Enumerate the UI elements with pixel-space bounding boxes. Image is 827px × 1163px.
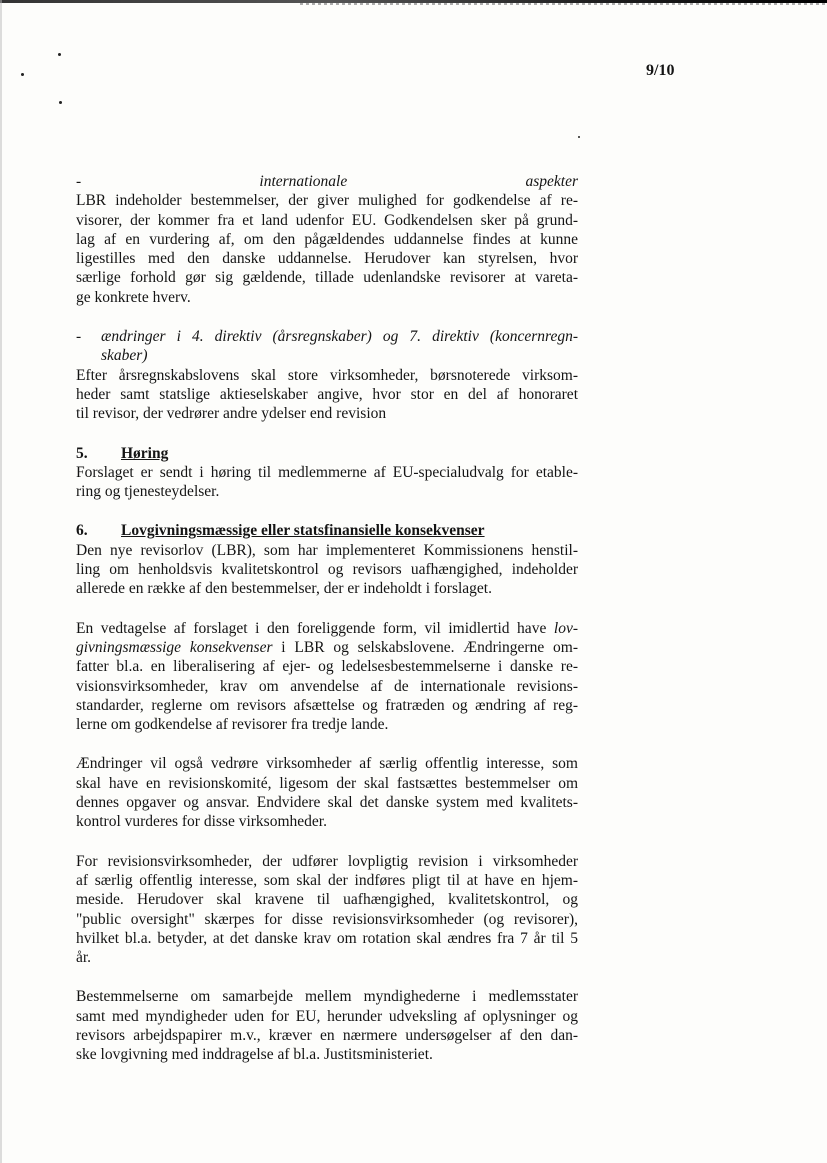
text-line: Efter årsregnskabslovens skal store virksomheder, børsnoterede virksom- [76,366,578,384]
text-line: "public oversight" skærpes for disse revisionsvirksomheder (og revisorer), [76,910,578,928]
paragraph-changes [76,754,578,831]
text-line: revisors arbejdspapirer m.v., kræver en nærmere undersøgelser af den dan- [76,1026,578,1044]
section-consequences [76,521,578,598]
text-line: ge konkrete hverv. [76,288,191,306]
text-line: lag af en vurdering af, om den pågældendes uddannelse findes at kunne [76,230,578,248]
scan-speck [58,53,61,56]
text-line: allerede en række af den bestemmelser, der er indeholdt i forslaget. [76,580,492,598]
paragraph [76,541,578,599]
text-line: ligestilles med den danske uddannelse. Herudover kan styrelsen, hvor [76,250,578,268]
section-text [76,191,578,307]
paragraph-cooperation [76,987,578,1064]
emphasis-text: givningsmæssige konsekvenser [76,638,273,656]
text-line: samt med myndigheder uden for EU, herunder udveksling af oplysninger og [76,1007,578,1025]
text-line: hvilket bl.a. betyder, at det danske krav om rotation skal ændres fra 7 år til 5 [76,929,578,947]
text-line: visorer, der kommer fra et land udenfor EU. Godkendelsen sker på grund- [76,211,578,229]
text-line: visionsvirksomheder, krav om anvendelse af de internationale revisions- [76,677,578,695]
text-line: skal have en revisionskomité, ligesom der skal fastsættes bestemmelser om [76,774,578,792]
text-line: ske lovgivning med inddragelse af bl.a. Justitsministeriet. [76,1046,433,1064]
text-line: særlige forhold gør sig gældende, tillade udenlandske revisorer at vareta- [76,269,578,287]
section-number: 5. [76,444,88,462]
section-amendments [76,327,578,423]
emphasis-text: lov- [553,619,578,637]
paragraph [76,754,578,831]
scan-speck [59,101,62,104]
paragraph [76,657,578,734]
text-line: til revisor, der vedrører andre ydelser end revision [76,405,387,423]
section-hearing [76,444,578,502]
text-line: Forslaget er sendt i høring til medlemmerne af EU-specialudvalg for etable- [76,463,578,481]
text-line: ling om henholdsvis kvalitetskontrol og revisors uafhængighed, indeholder [76,561,578,579]
section-international [76,172,578,307]
text-line: lerne om godkendelse af revisorer fra tredje lande. [76,716,389,734]
scan-speck [21,73,24,76]
text-line: ændringer i 4. direktiv (årsregnskaber) og 7. direktiv (koncernregn- [101,328,578,346]
text-line: år. [76,949,92,967]
section-number: 6. [76,522,88,540]
scan-top-edge-noise [300,3,827,5]
text-line: kontrol vurderes for disse virksomheder. [76,813,327,831]
section-title: Lovgivningsmæssige eller statsfinansielle konsekvenser [121,522,485,540]
document-body [76,172,578,1085]
section-text [76,366,578,424]
paragraph [76,852,578,968]
section-heading [76,521,578,540]
dash-marker: - [76,328,82,346]
text-line: Ændringer vil også vedrøre virksomheder af særlig offentlig interesse, som [76,755,578,773]
dash-item [76,327,578,366]
text-line: LBR indeholder bestemmelser, der giver mulighed for godkendelse af re- [76,192,578,210]
paragraph-legislative [76,619,578,735]
text-line: dennes opgaver og ansvar. Endvidere skal det danske system med kvalitets- [76,794,578,812]
text-line [76,638,578,657]
text-line: af særlig offentlig interesse, som skal der indføres pligt til at have en hjem- [76,871,578,889]
section-title: Høring [121,444,169,462]
text-line: Den nye revisorlov (LBR), som har implementeret Kommissionens henstil- [76,541,578,559]
text-line: For revisionsvirksomheder, der udfører lovpligtig revision i virksomheder [76,852,578,870]
section-text [76,463,578,502]
paragraph-audit-firms [76,852,578,968]
section-label: - internationale aspekter [76,173,578,190]
scan-speck [578,136,580,138]
text-span: i LBR og selskabslovene. Ændringerne om- [272,638,578,656]
paragraph [76,987,578,1064]
scan-left-edge [0,0,2,1163]
text-line [76,619,578,638]
text-line: Bestemmelserne om samarbejde mellem myndighederne i medlemsstater [76,988,578,1006]
text-line: standarder, reglerne om revisors afsættelse og fratræden og ændring af reg- [76,696,578,714]
text-span: En vedtagelse af forslaget i den foreliggende form, vil imidlertid have [76,619,554,637]
text-line: fatter bl.a. en liberalisering af ejer- og ledelsesbestemmelserne i danske re- [76,658,578,676]
text-line: ring og tjenesteydelser. [76,483,220,501]
text-line: heder samt statslige aktieselskaber angive, hvor stor en del af honoraret [76,385,578,403]
section-label [101,327,578,366]
text-line: meside. Herudover skal kravene til uafhængighed, kvalitetskontrol, og [76,891,578,909]
page-number: 9/10 [646,62,675,79]
text-line: skaber) [101,347,148,365]
section-heading [76,444,578,463]
